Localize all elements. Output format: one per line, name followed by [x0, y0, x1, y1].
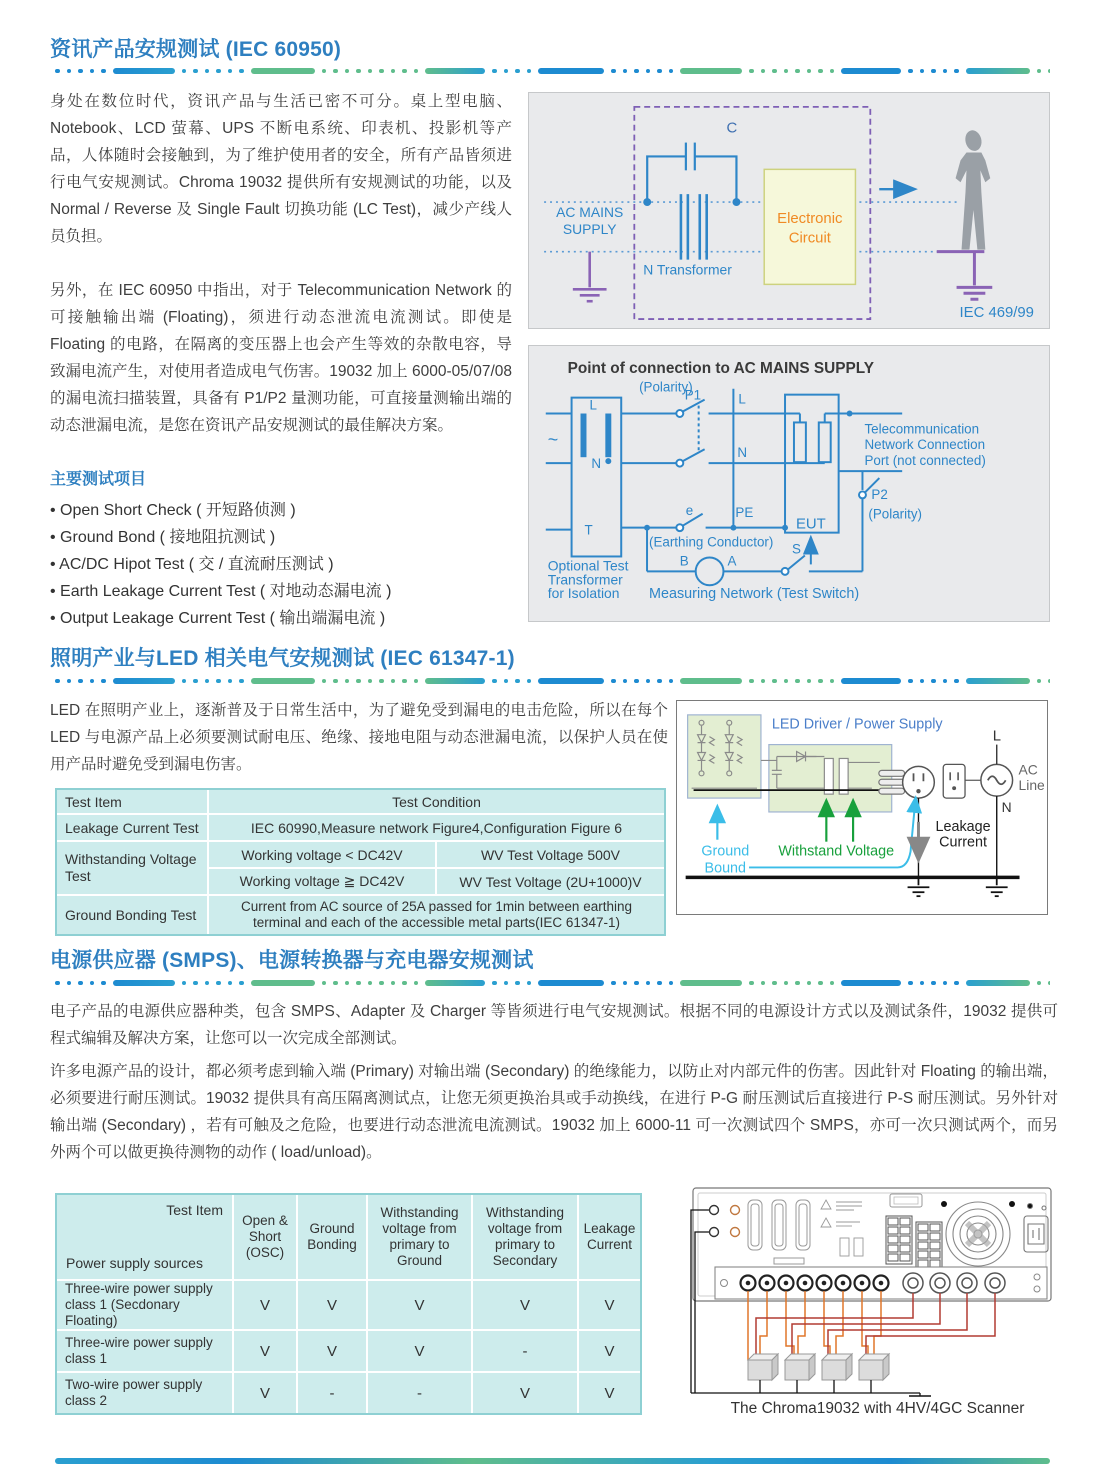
telecom-label-2: Network Connection	[864, 437, 986, 453]
table-cell: V	[579, 1331, 640, 1371]
table-header-cell: Test Item	[57, 790, 207, 813]
list-item: • Output Leakage Current Test ( 输出端漏电流 )	[50, 605, 512, 632]
l1-label: L	[589, 397, 597, 413]
table-header-cell: Test Condition	[209, 790, 664, 813]
table-cell: Leakage Current Test	[57, 815, 207, 840]
gc-wires	[756, 1293, 995, 1360]
leakage-label-1: Leakage	[935, 818, 991, 835]
table-cell: -	[368, 1373, 471, 1413]
section3-paragraph-2: 许多电源产品的设计，都必须考虑到输入端 (Primary) 对输出端 (Secondary) 的绝缘能力，以防止对内部元件的伤害。因此针对 Floating 的输出端，必须要进行耐压测试。19032 提供具有高压隔离测试点，让您无须更换治具或手动换线，在进行 P-G 耐压测试后直接进行 P-S 耐压测试。另外针对输出端 (Secondary) ，若有可触及之危险，也要进行动态泄流电流测试。19032 加上 6000-11 可一次测试四个 SMPS，亦可一次只测试两个，而另外两个可以做更换待测物的动作 ( load/unload)。	[50, 1063, 1058, 1161]
led-test-svg	[677, 701, 1047, 914]
pe-label: PE	[735, 504, 754, 520]
table-header-cell: Leakage Current	[579, 1195, 640, 1279]
table-corner-cell	[57, 1195, 232, 1279]
dut-boxes	[748, 1354, 889, 1380]
table-row-label: Two-wire power supply class 2	[57, 1373, 232, 1413]
table-cell: V	[234, 1281, 296, 1329]
table-cell: Working voltage ≧ DC42V	[209, 869, 435, 894]
section2-title: 照明产业与LED 相关电气安规测试 (IEC 61347-1)	[50, 647, 515, 670]
table-header-cell: Withstanding voltage from primary to Secondary	[473, 1195, 577, 1279]
n-label: N	[1001, 798, 1012, 815]
ground-bound-label-1: Ground	[701, 843, 750, 860]
corner-label-bottom: Power supply sources	[66, 1255, 203, 1271]
table-cell: V	[579, 1281, 640, 1329]
leakage-label-2: Current	[939, 834, 987, 851]
table-cell: V	[298, 1331, 366, 1371]
table-cell: IEC 60990,Measure network Figure4,Configuration Figure 6	[209, 815, 664, 840]
table-cell: WV Test Voltage (2U+1000)V	[437, 869, 664, 894]
socket-symbol	[943, 764, 965, 798]
section1-paragraph-2: 另外，在 IEC 60950 中指出，对于 Telecommunication Network 的可接触输出端 (Floating)，须进行动态泄流电流测试。即使是 Floating 的电路，在隔离的变压器上也会产生等效的杂散电容，导致漏电流产生，对使用者造成电气伤害。19032 加上 6000-05/07/08 的漏电流扫描装置，具备有 P1/P2 量测功能，可直接量测输出端的动态泄漏电流，是您在资讯产品安规测试的最佳解决方案。	[50, 282, 512, 434]
test-item-list	[50, 497, 512, 632]
circuit-label-2: Circuit	[788, 230, 831, 247]
mains-connection-diagram	[528, 345, 1050, 622]
table-cell: V	[473, 1281, 577, 1329]
circuit-label-1: Electronic	[777, 210, 843, 227]
section1-paragraph-1: 身处在数位时代，资讯产品与生活已密不可分。桌上型电脑、Notebook、LCD 萤幕、UPS 不断电系统、印表机、投影机等产品，人体随时会接触到，为了维护使用者的安全，所有产品皆须进行电气安规测试。Chroma 19032 提供所有安规测试的功能，以及 Normal / Reverse 及 Single Fault 切换功能 (LC Test)，减少产线人员负担。	[50, 93, 512, 245]
table-row-label: Three-wire power supply class 1	[57, 1331, 232, 1371]
diagram2-title: Point of connection to AC MAINS SUPPLY	[567, 359, 874, 377]
section2-paragraph: LED 在照明产业上，逐渐普及于日常生活中，为了避免受到漏电的电击危险，所以在每个 LED 与电源产品上必须要测试耐电压、绝缘、接地电阻与动态泄漏电流，以保护人员在使用产品时避免受到漏电伤害。	[50, 702, 668, 773]
led-driver-label: LED Driver / Power Supply	[771, 716, 943, 733]
section1-title: 资讯产品安规测试 (IEC 60950)	[50, 38, 342, 61]
led-test-diagram	[676, 700, 1048, 915]
section-divider	[55, 677, 1050, 685]
table-row-label: Three-wire power supply class 1 (Secdonary Floating)	[57, 1281, 232, 1329]
telecom-label-1: Telecommunication	[864, 421, 980, 437]
person-figure	[956, 129, 991, 250]
table-cell: V	[298, 1281, 366, 1329]
iec60950-concept-diagram	[528, 92, 1050, 329]
polarity1-label: (Polarity)	[639, 379, 693, 395]
corner-label-top: Test Item	[166, 1202, 223, 1218]
table-cell: Working voltage < DC42V	[209, 842, 435, 867]
ac-mains-label-1: AC MAINS	[556, 203, 624, 220]
table-cell: V	[368, 1331, 471, 1371]
mains-connection-svg	[529, 346, 1049, 621]
table-cell: WV Test Voltage 500V	[437, 842, 664, 867]
table-cell: V	[234, 1373, 296, 1413]
t-label: T	[584, 522, 593, 538]
iec-469-label: IEC 469/99	[959, 305, 1034, 322]
list-item: • AC/DC Hipot Test ( 交 / 直流耐压测试 )	[50, 551, 512, 578]
cap-label: C	[726, 120, 738, 137]
table-cell: V	[368, 1281, 471, 1329]
p2-label: P2	[871, 486, 888, 502]
table-cell: -	[473, 1331, 577, 1371]
a-label: A	[727, 553, 737, 569]
withstand-voltage-label: Withstand Voltage	[778, 843, 895, 860]
table-header-cell: Ground Bonding	[298, 1195, 366, 1279]
line-label: Line	[1018, 777, 1045, 794]
isolation-transformer-box	[572, 398, 622, 557]
b-label: B	[679, 553, 689, 569]
iec61347-test-table	[55, 788, 666, 936]
measuring-network-label: Measuring Network (Test Switch)	[649, 586, 860, 603]
footer-accent-bar	[55, 1458, 1050, 1464]
l-label: L	[992, 728, 1002, 745]
earthing-label: (Earthing Conductor)	[649, 534, 774, 550]
table-header-cell: Open & Short (OSC)	[234, 1195, 296, 1279]
chroma-19032-svg	[690, 1186, 1065, 1398]
transformer-symbol	[681, 194, 707, 259]
l2-label: L	[738, 391, 746, 407]
table-cell: Current from AC source of 25A passed for 1min between earthing terminal and each of the accessible metal parts(IEC 61347-1)	[209, 896, 664, 934]
table-cell: V	[234, 1331, 296, 1371]
ground-symbol-person	[937, 252, 993, 300]
section-divider	[55, 67, 1050, 75]
table-cell: Ground Bonding Test	[57, 896, 207, 934]
section1-list-title: 主要测试项目	[50, 471, 147, 488]
table-header-cell: Withstanding voltage from primary to Ground	[368, 1195, 471, 1279]
n2-label: N	[737, 445, 748, 461]
ground-symbol-left	[573, 252, 607, 302]
earth-bus	[691, 1380, 920, 1396]
section3-paragraph-1: 电子产品的电源供应器种类，包含 SMPS、Adapter 及 Charger 等皆须进行电气安规测试。根据不同的电源设计方式以及测试条件，19032 提供可程式编辑及解决方案，让您可以一次完成全部测试。	[50, 1003, 1058, 1047]
ground-symbol	[909, 1396, 931, 1398]
illustration-caption: The Chroma19032 with 4HV/4GC Scanner	[730, 1400, 1025, 1417]
p1-label: P1	[684, 387, 702, 403]
ac-source-symbol: ~	[547, 429, 559, 450]
list-item: • Open Short Check ( 开短路侦测 )	[50, 497, 512, 524]
n1-label: N	[591, 456, 602, 472]
section-divider	[55, 979, 1050, 987]
power-supply-test-matrix	[55, 1193, 642, 1415]
polarity2-label: (Polarity)	[868, 506, 923, 522]
transformer-label: N Transformer	[643, 261, 732, 278]
list-item: • Ground Bond ( 接地阻抗测试 )	[50, 524, 512, 551]
eut-label: EUT	[795, 516, 826, 533]
table-cell: Withstanding Voltage Test	[57, 842, 207, 894]
s-label: S	[791, 541, 801, 557]
table-cell: V	[579, 1373, 640, 1413]
optional-transformer-label-2: Transformer	[547, 571, 623, 588]
section1-text-column	[50, 88, 512, 632]
capacitor-symbol	[647, 143, 736, 202]
table-cell: -	[298, 1373, 366, 1413]
ground-symbol	[908, 877, 1008, 896]
ground-bound-label-2: Bound	[704, 860, 747, 877]
iec60950-concept-svg	[529, 93, 1049, 328]
ac-label: AC	[1018, 761, 1038, 778]
list-item: • Earth Leakage Current Test ( 对地动态漏电流 )	[50, 578, 512, 605]
e-label: e	[685, 502, 694, 518]
table-cell: V	[473, 1373, 577, 1413]
ac-mains-label-2: SUPPLY	[562, 220, 617, 237]
chroma-19032-illustration	[690, 1186, 1065, 1398]
telecom-label-3: Port (not connected)	[864, 453, 986, 469]
plug-symbol	[879, 770, 905, 794]
led-array-box	[688, 715, 761, 798]
optional-transformer-label-1: Optional Test	[547, 557, 629, 574]
section3-title: 电源供应器 (SMPS)、电源转换器与充电器安规测试	[50, 949, 534, 972]
optional-transformer-label-3: for Isolation	[547, 585, 620, 602]
